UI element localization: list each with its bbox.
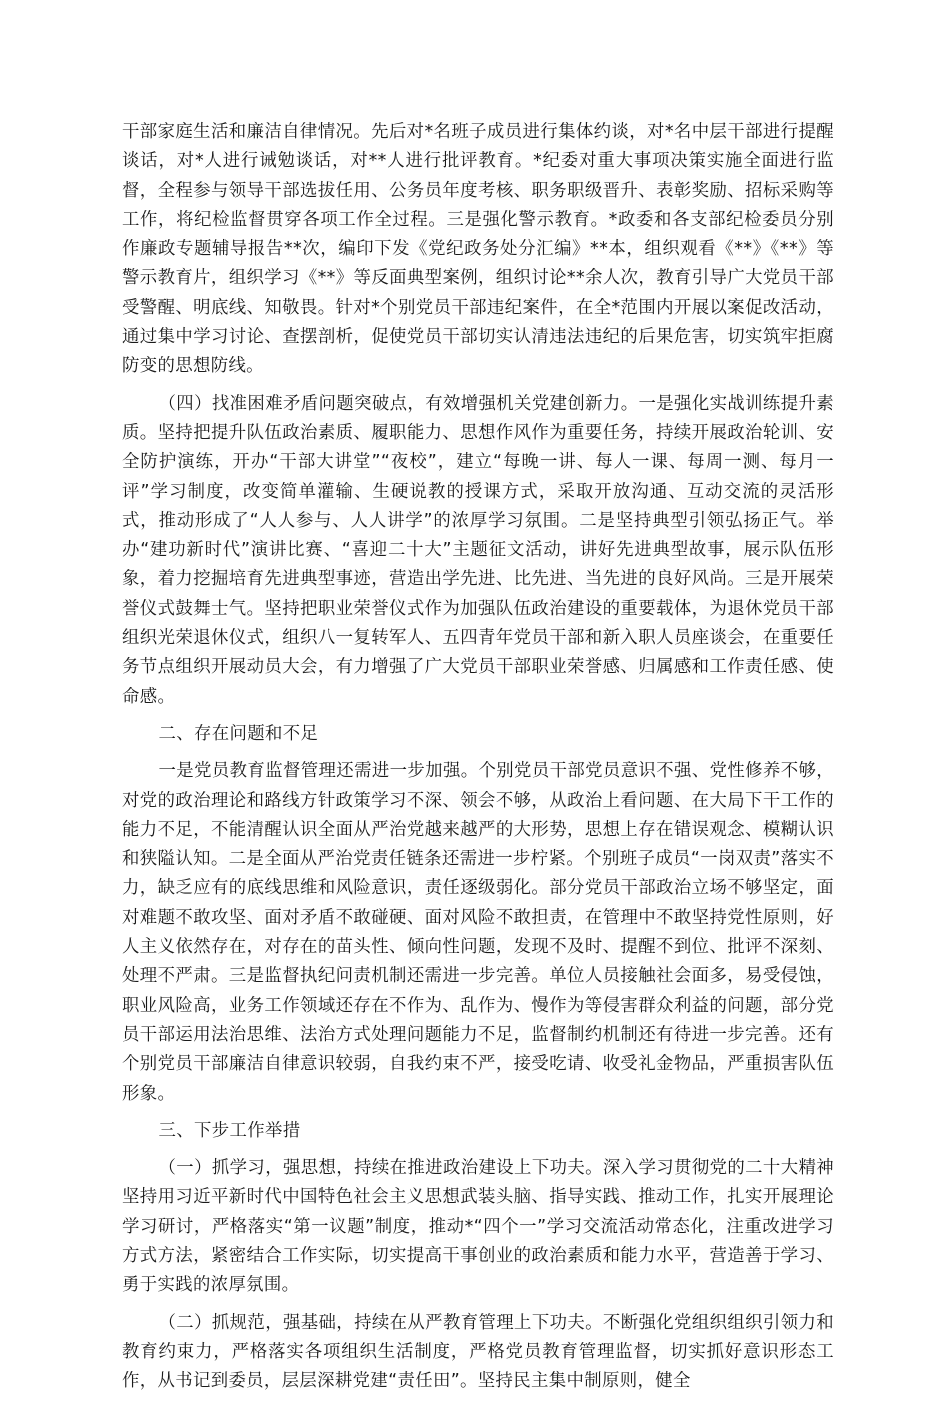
paragraph-step-two: （二）抓规范，强基础，持续在从严教育管理上下功夫。不断强化党组织组织引领力和教育约束力，严格落实各项组织生活制度，严格党员教育管理监督，切实抓好意识形态工作，从书记到委员，层层深耕党建“责任田”。坚持民主集中制原则，健全 bbox=[122, 1312, 834, 1392]
document-body bbox=[122, 118, 834, 1404]
paragraph-problems: 一是党员教育监督管理还需进一步加强。个别党员干部党员意识不强、党性修养不够，对党的政治理论和路线方针政策学习不深、领会不够，从政治上看问题、在大局下干工作的能力不足，不能清醒认识全面从严治党越来越严的大形势，思想上存在错误观念、模糊认识和狭隘认知。二是全面从严治党责任链条还需进一步柠紧。个别班子成员“一岗双责”落实不力，缺乏应有的底线思维和风险意识，责任逐级弱化。部分党员干部政治立场不够坚定，面对难题不敢攻坚、面对矛盾不敢碰硬、面对风险不敢担责，在管理中不敢坚持党性原则，好人主义依然存在，对存在的苗头性、倾向性问题，发现不及时、提醒不到位、批评不深刻、处理不严肃。三是监督执纪问责机制还需进一步完善。单位人员接触社会面多，易受侵蚀，职业风险高，业务工作领域还存在不作为、乱作为、慢作为等侵害群众利益的问题，部分党员干部运用法治思维、法治方式处理问题能力不足，监督制约机制还有待进一步完善。还有个别党员干部廉洁自律意识较弱，自我约束不严，接受吃请、收受礼金物品，严重损害队伍形象。 bbox=[122, 761, 834, 1104]
paragraph-section-four: （四）找准困难矛盾问题突破点，有效增强机关党建创新力。一是强化实战训练提升素质。坚持把提升队伍政治素质、履职能力、思想作风作为重要任务，持续开展政治轮训、安全防护演练，开办“干部大讲堂”“夜校”，建立“每晚一讲、每人一课、每周一测、每月一评”学习制度，改变简单灌输、生硬说教的授课方式，采取开放沟通、互动交流的灵活形式，推动形成了“人人参与、人人讲学”的浓厚学习氛围。二是坚持典型引领弘扬正气。举办“建功新时代”演讲比赛、“喜迎二十大”主题征文活动，讲好先进典型故事，展示队伍形象，着力挖掘培育先进典型事迹，营造出学先进、比先进、当先进的良好风尚。三是开展荣誉仪式鼓舞士气。坚持把职业荣誉仪式作为加强队伍政治建设的重要载体，为退休党员干部组织光荣退休仪式，组织八一复转军人、五四青年党员干部和新入职人员座谈会，在重要任务节点组织开展动员大会，有力增强了广大党员干部职业荣誉感、归属感和工作责任感、使命感。 bbox=[122, 393, 834, 707]
paragraph-supervision-continued: 干部家庭生活和廉洁自律情况。先后对*名班子成员进行集体约谈，对*名中层干部进行提醒谈话，对*人进行诫勉谈话，对**人进行批评教育。*纪委对重大事项决策实施全面进行监督，全程参与领导干部选拔任用、公务员年度考核、职务职级晋升、表彰奖励、招标采购等工作，将纪检监督贯穿各项工作全过程。三是强化警示教育。*政委和各支部纪检委员分别作廉政专题辅导报告**次，编印下发《党纪政务处分汇编》**本，组织观看《**》《**》等警示教育片，组织学习《**》等反面典型案例，组织讨论**余人次，教育引导广大党员干部受警醒、明底线、知敬畏。针对*个别党员干部违纪案件，在全*范围内开展以案促改活动，通过集中学习讨论、查摆剖析，促使党员干部切实认清违法违纪的后果危害，切实筑牢拒腐防变的思想防线。 bbox=[122, 122, 834, 377]
heading-next-steps: 三、下步工作举措 bbox=[158, 1120, 301, 1141]
paragraph-step-one: （一）抓学习，强思想，持续在推进政治建设上下功夫。深入学习贯彻党的二十大精神坚持用习近平新时代中国特色社会主义思想武装头脑、指导实践、推动工作，扎实开展理论学习研讨，严格落实“第一议题”制度，推动*“四个一”学习交流活动常态化，注重改进学习方式方法，紧密结合工作实际，切实提高干事创业的政治素质和能力水平，营造善于学习、勇于实践的浓厚氛围。 bbox=[122, 1158, 834, 1296]
heading-problems: 二、存在问题和不足 bbox=[158, 723, 319, 744]
